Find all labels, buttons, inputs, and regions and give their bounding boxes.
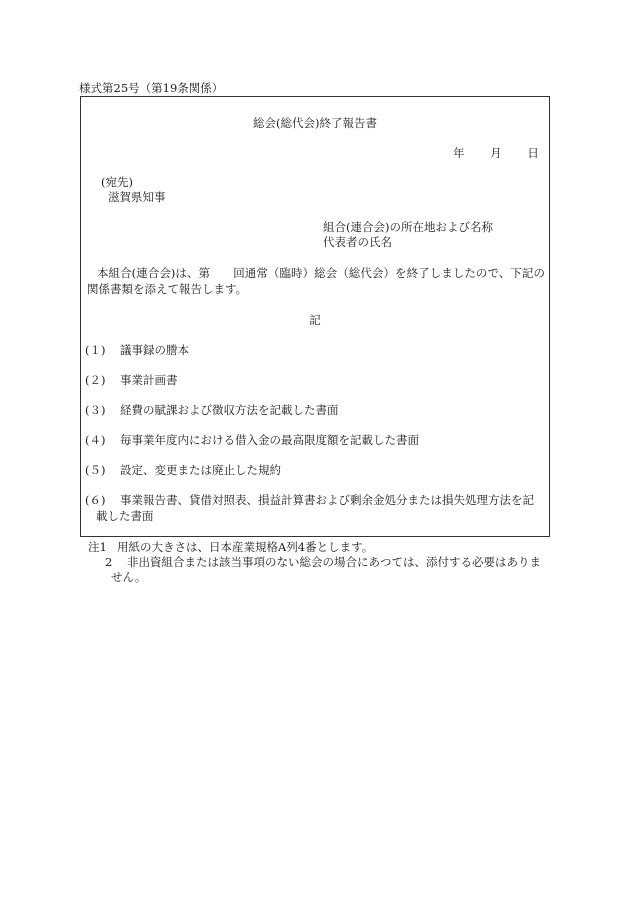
addressee-name: 滋賀県知事 — [108, 190, 166, 204]
list-item-text: 議事録の謄本 — [120, 343, 189, 357]
list-item-number: (２) — [85, 373, 106, 387]
list-item-text: 毎事業年度内における借入金の最高限度額を記載した書面 — [120, 433, 419, 447]
date-line — [453, 146, 539, 161]
document-title: 総会(総代会)終了報告書 — [253, 116, 377, 130]
list-item-number: (６) — [85, 493, 106, 507]
list-item-2 — [85, 372, 547, 388]
list-item-text-continuation: 載した書面 — [96, 509, 154, 523]
addressee-label: (宛先) — [101, 175, 133, 189]
list-item-text: 事業計画書 — [120, 373, 178, 387]
list-item-number: (１) — [85, 343, 106, 357]
date-month: 月 — [490, 146, 502, 160]
list-item-number: (４) — [85, 433, 106, 447]
note-text: 用紙の大きさは、日本産業規格A列4番とします。 — [117, 540, 374, 554]
note-2 — [105, 555, 551, 585]
list-item-text: 経費の賦課および徴収方法を記載した書面 — [120, 403, 339, 417]
note-label: 注1 — [88, 540, 107, 554]
ki-heading: 記 — [309, 313, 321, 327]
report-body: 本組合(連合会)は、第 回通常（臨時）総会（総代会）を終了しましたので、下記の関係書類を添えて報告します。 — [87, 266, 545, 296]
list-item-1 — [85, 342, 547, 358]
list-item-6 — [85, 492, 547, 524]
list-item-5 — [85, 462, 547, 478]
form-number: 様式第25号（第19条関係） — [79, 81, 224, 95]
note-label: 2 — [105, 555, 113, 569]
date-day: 日 — [527, 146, 539, 160]
note-1 — [88, 540, 373, 555]
note-text-continuation: せん。 — [111, 570, 147, 584]
applicant-address-name: 組合(連合会)の所在地および名称 — [323, 220, 493, 234]
list-item-number: (５) — [85, 463, 106, 477]
list-item-3 — [85, 402, 547, 418]
list-item-text: 設定、変更または廃止した規約 — [120, 463, 281, 477]
list-item-number: (３) — [85, 403, 106, 417]
note-text: 非出資組合または該当事項のない総会の場合にあつては、添付する必要はありま — [127, 555, 541, 569]
applicant-representative: 代表者の氏名 — [323, 235, 392, 249]
list-item-text: 事業報告書、貸借対照表、損益計算書および剰余金処分または損失処理方法を記 — [120, 493, 534, 507]
date-year: 年 — [453, 146, 465, 160]
list-item-4 — [85, 432, 547, 448]
